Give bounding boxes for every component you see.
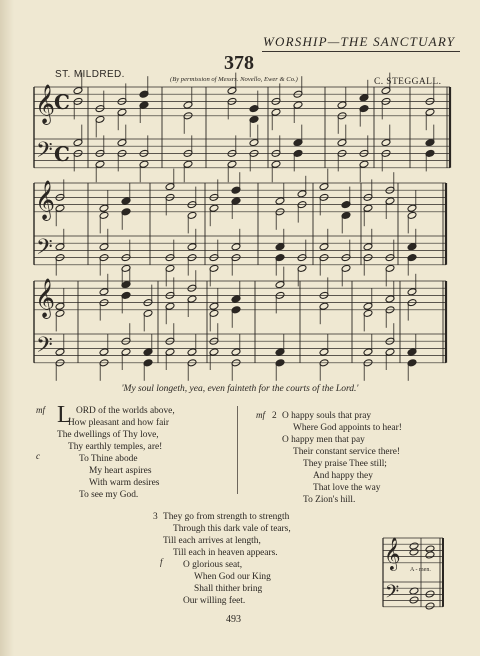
note-head: [409, 596, 419, 604]
time-signature: C: [54, 142, 70, 166]
verse1-line6: My heart aspires: [89, 466, 152, 476]
bass-clef: 𝄢: [36, 333, 53, 363]
verse2-line3: O happy men that pay: [282, 435, 365, 445]
verse1-line8: To see my God.: [79, 490, 139, 500]
verse1-line2: How pleasant and how fair: [68, 418, 170, 428]
note-head: [409, 548, 419, 556]
dynamic-f-verse3: f: [160, 557, 163, 567]
verse1-line7: With warm desires: [89, 478, 160, 488]
verse3-line6: When God our King: [194, 572, 271, 582]
verse2-line8: To Zion's hill.: [303, 495, 356, 505]
verse3-number: 3: [153, 512, 158, 522]
treble-clef: 𝄞: [35, 180, 56, 220]
hymn-score-systems: [34, 73, 450, 381]
time-signature: C: [54, 90, 70, 114]
verse2-line6: And happy they: [313, 471, 373, 481]
tune-name: ST. MILDRED.: [55, 69, 125, 80]
column-divider: [237, 406, 238, 494]
verse3-line5: O glorious seat,: [183, 560, 243, 570]
verse2-line7: That love the way: [313, 483, 381, 493]
verse3-line8: Our willing feet.: [183, 596, 246, 606]
score-system: [34, 73, 450, 183]
verse1-line4: Thy earthly temples, are!: [68, 442, 163, 452]
note-head: [425, 590, 435, 598]
verse1-line3: The dwellings of Thy love,: [57, 430, 159, 440]
dynamic-mf-verse2: mf: [256, 410, 265, 420]
verse3-line7: Shall thither bring: [194, 584, 263, 594]
dynamic-mf-verse1: mf: [36, 405, 45, 415]
epigraph: 'My soul longeth, yea, even fainteth for the courts of the Lord.': [121, 384, 359, 394]
drop-cap: L: [57, 402, 72, 428]
page-number: 493: [226, 614, 241, 625]
treble-clef: 𝄞: [35, 278, 56, 318]
verse3-line2: Through this dark vale of tears,: [173, 524, 291, 534]
verse2-number: 2: [272, 411, 277, 421]
note-head: [425, 551, 435, 559]
score-system: [34, 267, 446, 381]
verse1-line1: ORD of the worlds above,: [76, 406, 175, 416]
composer-name: C. STEGGALL.: [374, 77, 442, 87]
hymn-number: 378: [224, 52, 254, 74]
note-head: [425, 602, 435, 610]
verse3-line4: Till each in heaven appears.: [173, 548, 278, 558]
amen-score: [383, 537, 443, 610]
treble-clef: 𝄞: [35, 84, 56, 124]
score-system: [34, 169, 446, 287]
treble-clef: 𝄞: [384, 537, 401, 570]
verse1-line5: To Thine abode: [79, 454, 138, 464]
dynamic-c-verse1: c: [36, 451, 40, 461]
bass-clef: 𝄢: [36, 138, 53, 168]
permission-note: (By permission of Messrs. Novello, Ewer & Co.): [170, 76, 298, 83]
verse2-line5: They praise Thee still;: [303, 459, 387, 469]
verse3-line3: Till each arrives at length,: [163, 536, 261, 546]
amen-lyric: A - men.: [410, 567, 431, 573]
verse2-line1: O happy souls that pray: [282, 411, 372, 421]
bass-clef: 𝄢: [385, 582, 400, 607]
verse2-line4: Their constant service there!: [293, 447, 400, 457]
bass-clef: 𝄢: [36, 235, 53, 265]
verse2-line2: Where God appoints to hear!: [293, 423, 402, 433]
verse3-line1: They go from strength to strength: [163, 512, 290, 522]
section-title: WORSHIP—THE SANCTUARY: [263, 34, 456, 49]
